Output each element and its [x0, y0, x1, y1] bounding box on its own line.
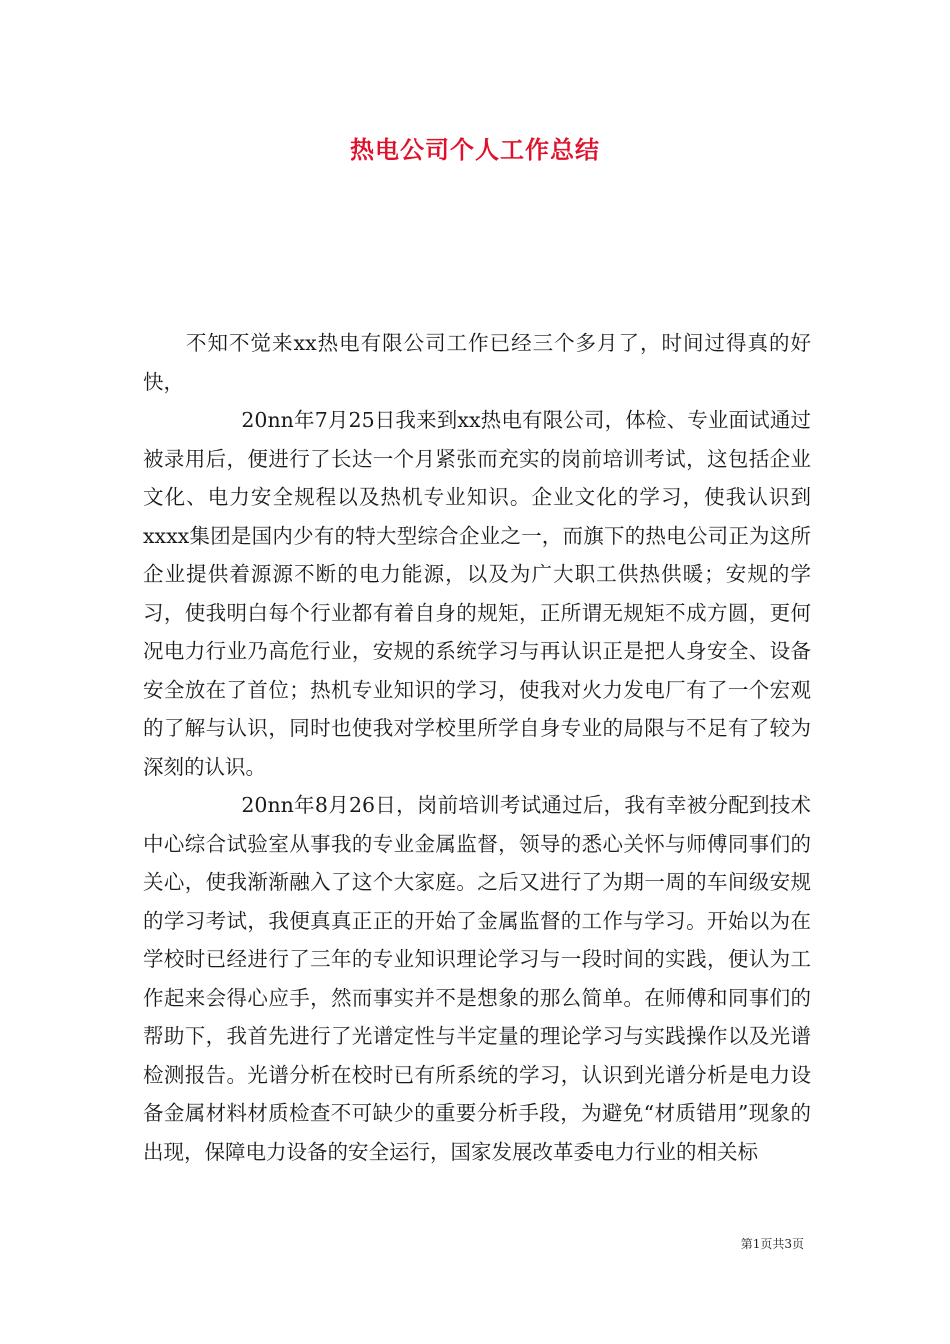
- document-title: 热电公司个人工作总结: [350, 135, 600, 164]
- paragraph-2: 20nn年7月25日我来到xx热电有限公司，体检、专业面试通过被录用后，便进行了长达一个月紧张而充实的岗前培训考试，这包括企业文化、电力安全规程以及热机专业知识。企业文化的学习，使我认识到xxxx集团是国内少有的特大型综合企业之一，而旗下的热电公司正为这所企业提供着源源不断的电力能源，以及为广大职工供热供暖；安规的学习，使我明白每个行业都有着自身的规矩，正所谓无规矩不成方圆，更何况电力行业乃高危行业，安规的系统学习与再认识正是把人身安全、设备安全放在了首位；热机专业知识的学习，使我对火力发电厂有了一个宏观的了解与认识，同时也使我对学校里所学自身专业的局限与不足有了较为深刻的认识。: [143, 408, 811, 779]
- paragraph-3: 20nn年8月26日，岗前培训考试通过后，我有幸被分配到技术中心综合试验室从事我的专业金属监督，领导的悉心关怀与师傅同事们的关心，使我渐渐融入了这个大家庭。之后又进行了为期一周的车间级安规的学习考试，我便真真正正的开始了金属监督的工作与学习。开始以为在学校时已经进行了三年的专业知识理论学习与一段时间的实践，便认为工作起来会得心应手，然而事实并不是想象的那么简单。在师傅和同事们的帮助下，我首先进行了光谱定性与半定量的理论学习与实践操作以及光谱检测报告。光谱分析在校时已有所系统的学习，认识到光谱分析是电力设备金属材料材质检查不可缺少的重要分析手段，为避免“材质错用”现象的出现，保障电力设备的安全运行，国家发展改革委电力行业的相关标: [143, 793, 811, 1164]
- document-body: [143, 324, 811, 1171]
- paragraph-1: 不知不觉来xx热电有限公司工作已经三个多月了，时间过得真的好快，: [143, 331, 811, 394]
- page-number-footer: 第1页共3页: [740, 1237, 804, 1251]
